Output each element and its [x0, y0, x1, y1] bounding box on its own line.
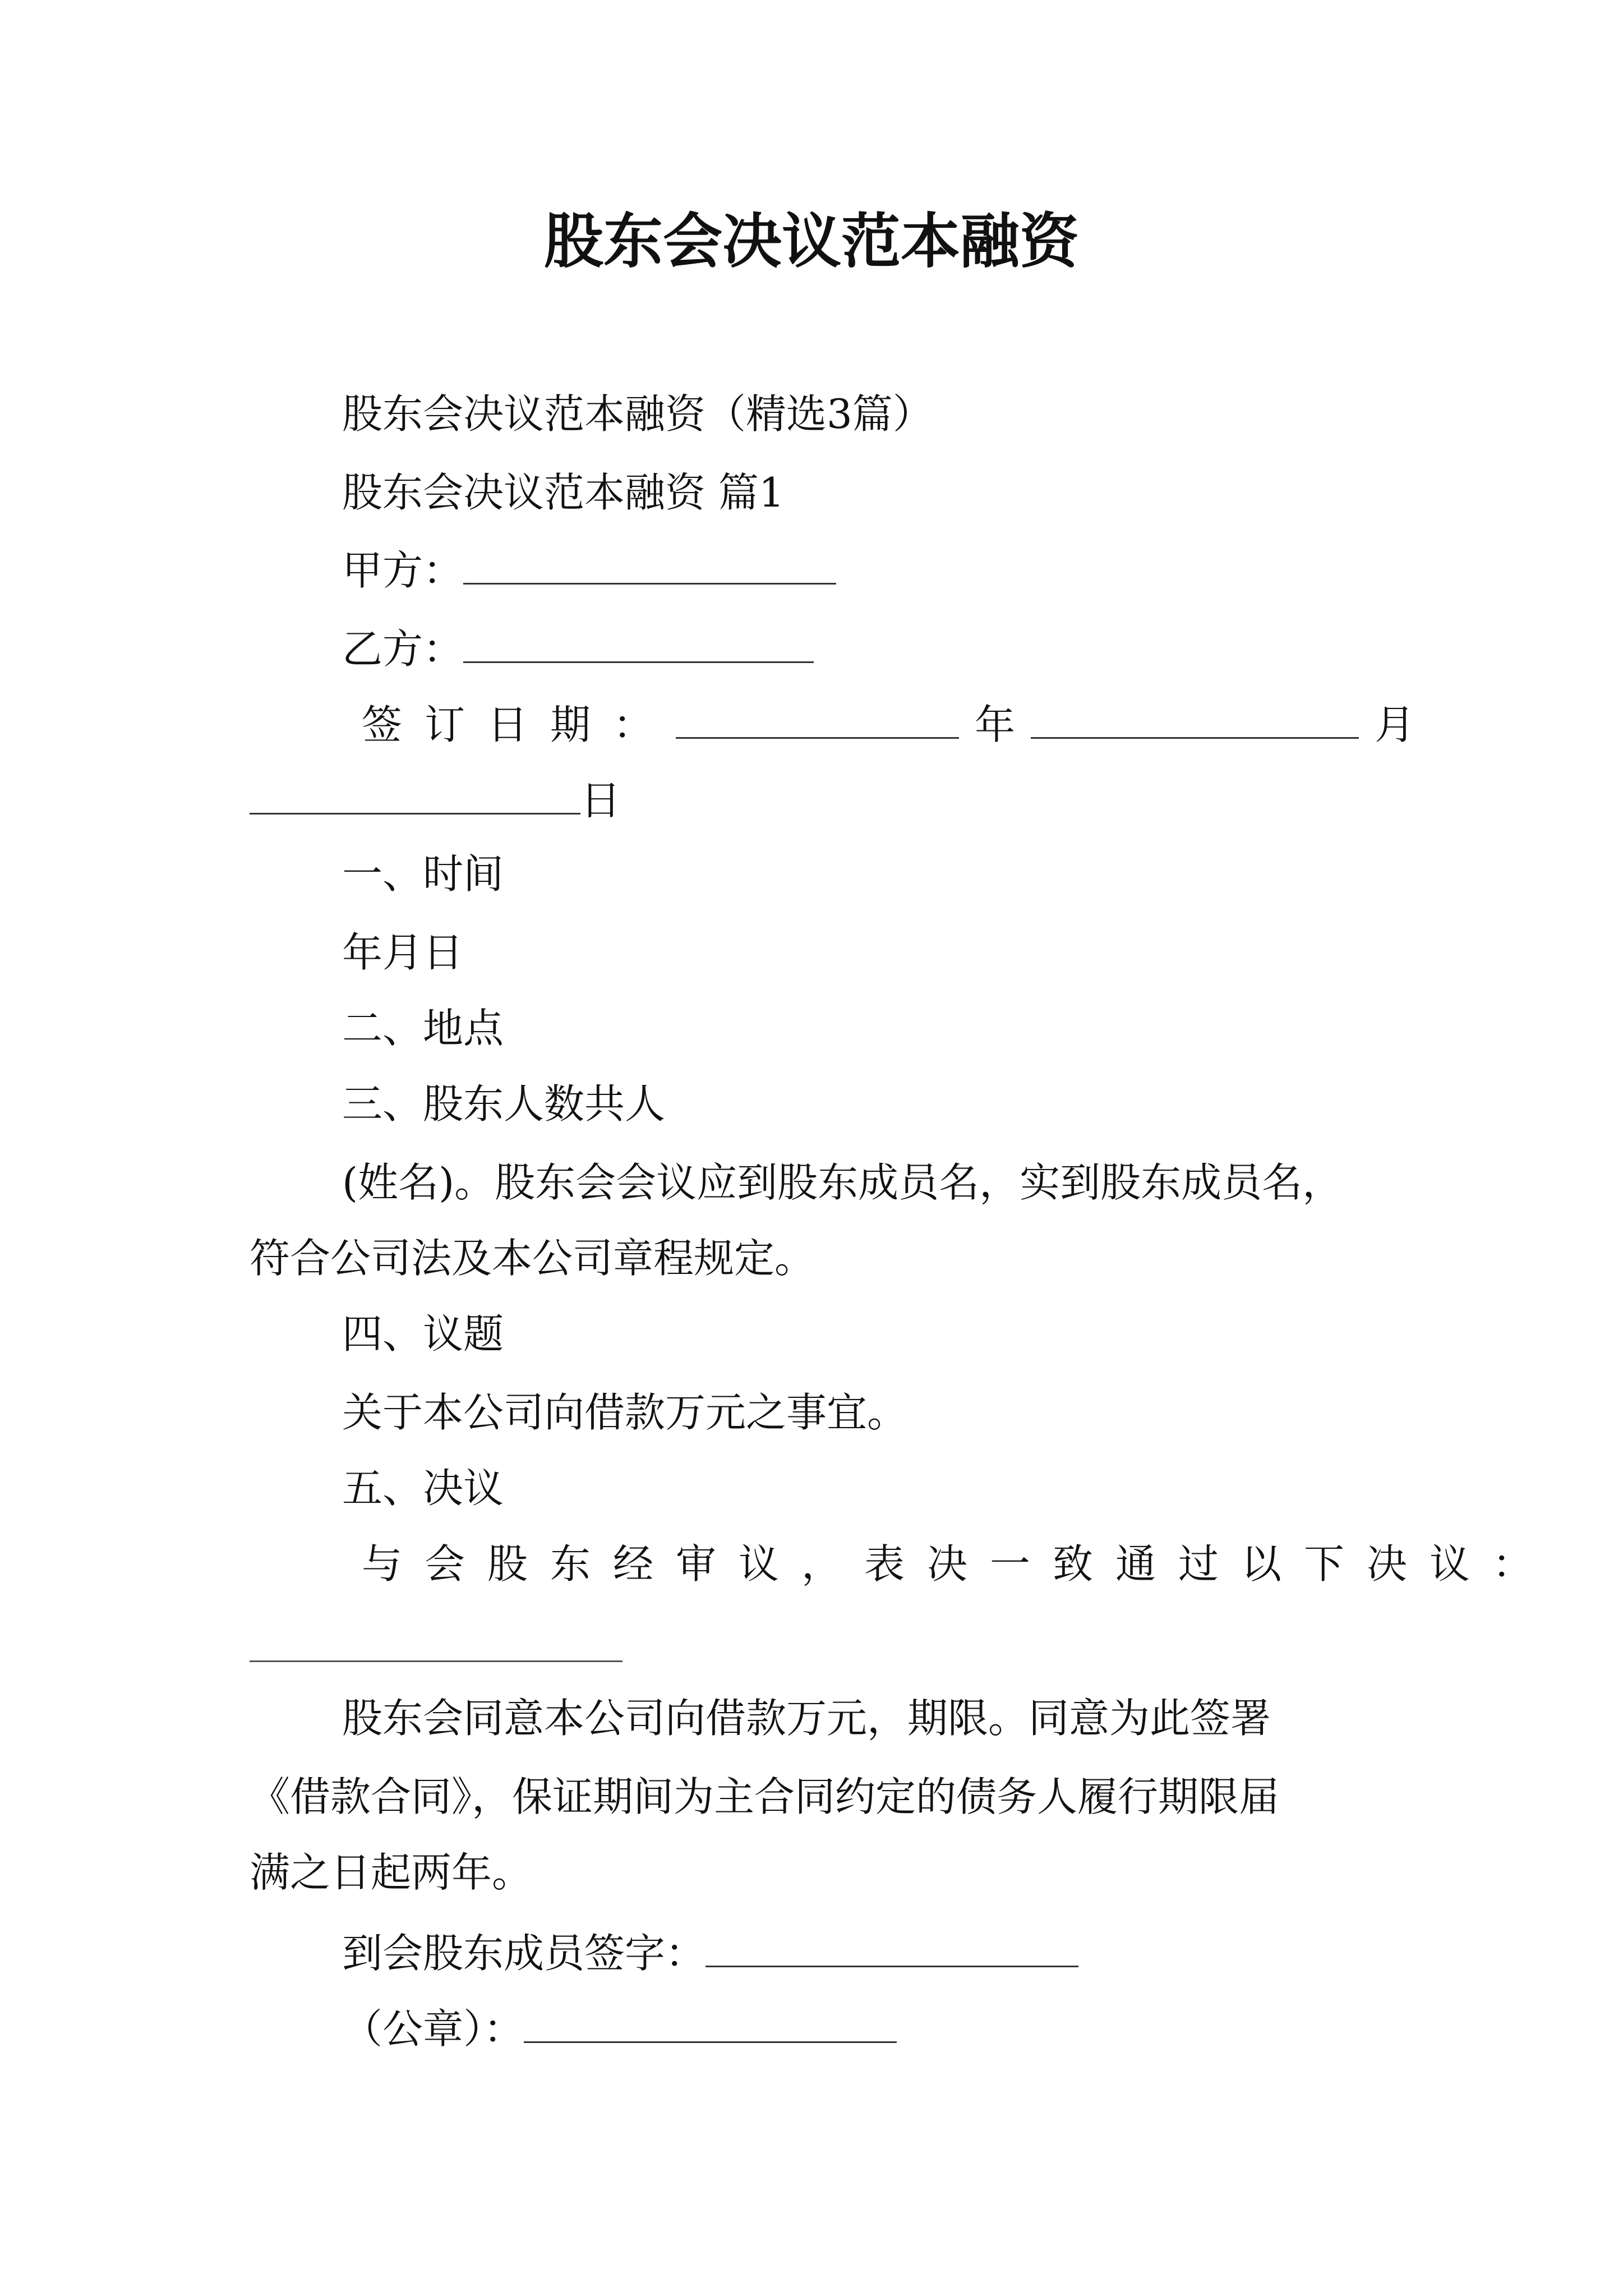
party-a-blank [463, 541, 836, 585]
section-topic: 四、议题 [342, 1310, 504, 1358]
resolution-blank-line [250, 1660, 623, 1662]
day-label: 日 [580, 777, 621, 824]
resolution-line-3: 满之日起两年。 [250, 1849, 533, 1896]
year-blank [676, 696, 959, 739]
day-blank [250, 771, 580, 815]
document-title: 股东会决议范本融资 [544, 206, 1079, 276]
month-label: 月 [1375, 701, 1415, 748]
section-time: 一、时间 [342, 850, 504, 898]
sign-date-label: 签订日期： [362, 701, 676, 748]
section-resolution: 五、决议 [342, 1465, 504, 1512]
seal-row [342, 2000, 1396, 2056]
attendance-line-2: 符合公司法及本公司章程规定。 [250, 1235, 815, 1282]
resolution-line-2: 《借款合同》，保证期间为主合同约定的债务人履行期限届 [250, 1773, 1280, 1820]
party-b-row [342, 620, 1396, 676]
date-ymd: 年月日 [342, 929, 464, 976]
signature-row [342, 1924, 1396, 1980]
day-row [250, 771, 1304, 827]
month-blank [1031, 696, 1359, 739]
section-place: 二、地点 [342, 1005, 504, 1052]
section-shareholders: 三、股东人数共人 [342, 1080, 666, 1128]
signature-blank [706, 1924, 1078, 1967]
party-a-row [342, 541, 1396, 597]
sign-date-row [362, 696, 1416, 752]
topic-text: 关于本公司向借款万元之事宜。 [342, 1389, 908, 1436]
year-label: 年 [975, 701, 1016, 748]
party-a-label: 甲方： [342, 547, 464, 594]
subtitle: 股东会决议范本融资（精选3篇） [342, 390, 933, 438]
part-heading: 股东会决议范本融资 篇1 [342, 469, 785, 516]
attendance-line-1: (姓名)。股东会会议应到股东成员名，实到股东成员名， [342, 1159, 1343, 1206]
seal-blank [524, 2000, 897, 2043]
resolution-line-1: 股东会同意本公司向借款万元，期限。同意为此签署 [342, 1695, 1271, 1742]
seal-label: （公章）： [342, 2005, 524, 2053]
resolution-intro: 与会股东经审议，表决一致通过以下决议： [362, 1540, 1556, 1588]
party-b-label: 乙方： [342, 625, 464, 673]
party-b-blank [463, 620, 814, 663]
signature-label: 到会股东成员签字： [342, 1930, 706, 1977]
